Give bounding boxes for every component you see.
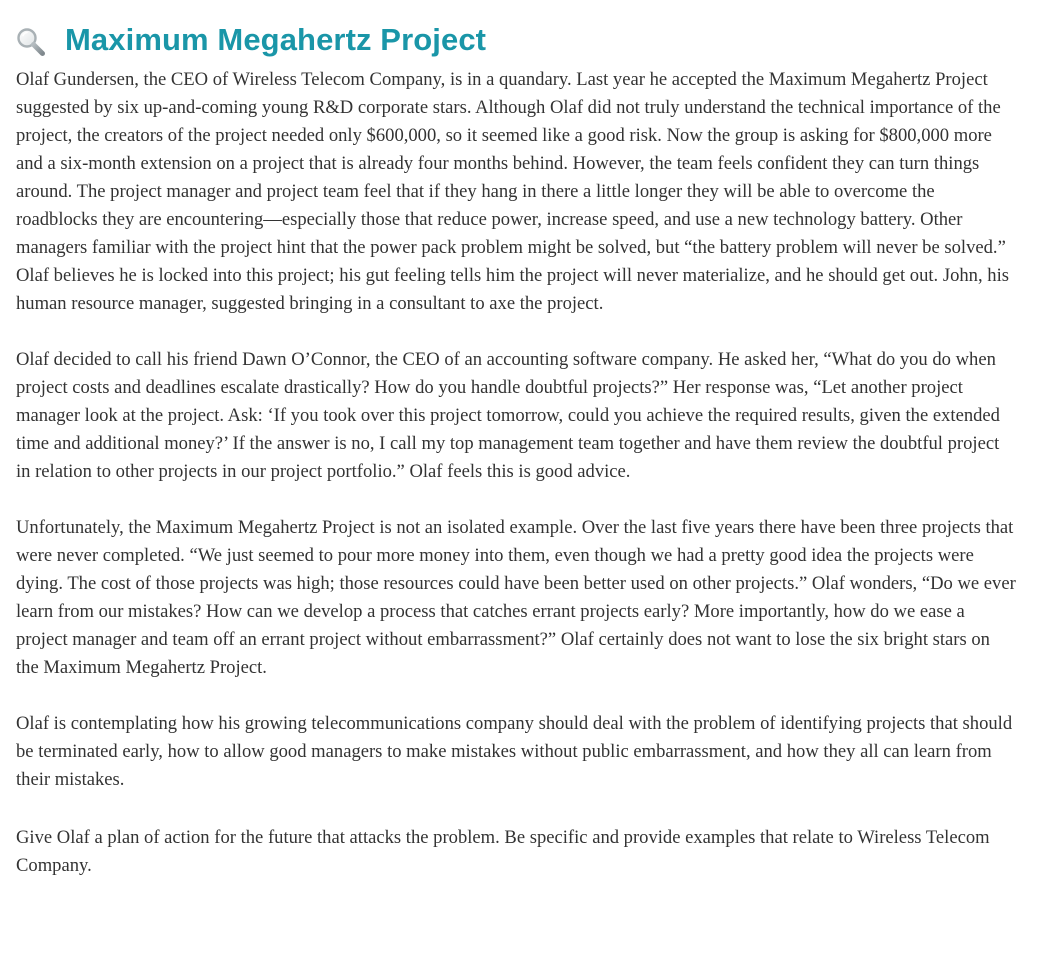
paragraph: Olaf Gundersen, the CEO of Wireless Telecom Company, is in a quandary. Last year he accepted the Maximum Megahertz Project suggested by six up-and-coming young R&D corporate stars. Although Olaf did not truly understand the technical importance of the project, the creators of the project needed only $600,000, so it seemed like a good risk. Now the group is asking for $800,000 more and a six-month extension on a project that is already four months behind. However, the team feels confident they can turn things around. The project manager and project team feel that if they hang in there a little longer they will be able to overcome the roadblocks they are encountering—especially those that reduce power, increase speed, and use a new technology battery. Other managers familiar with the project hint that the power pack problem might be solved, but “the battery problem will never be solved.” Olaf believes he is locked into this project; his gut feeling tells him the project will never materialize, and he should get out. John, his human resource manager, suggested bringing in a consultant to axe the project. <box>16 69 1009 314</box>
case-study-body <box>16 66 1016 880</box>
search-icon <box>16 27 46 57</box>
document-page <box>16 20 1016 908</box>
paragraph: Olaf decided to call his friend Dawn O’Connor, the CEO of an accounting software company. He asked her, “What do you do when project costs and deadlines escalate drastically? How do you handle doubtful projects?” Her response was, “Let another project manager look at the project. Ask: ‘If you took over this project tomorrow, could you achieve the required results, given the extended time and additional money?’ If the answer is no, I call my top management team together and have them review the doubtful project in relation to other projects in our project portfolio.” Olaf feels this is good advice. <box>16 349 1000 482</box>
paragraph: Unfortunately, the Maximum Megahertz Project is not an isolated example. Over the last five years there have been three projects that were never completed. “We just seemed to pour more money into them, even though we had a pretty good idea the projects were dying. The cost of those projects was high; those resources could have been better used on other projects.” Olaf wonders, “Do we ever learn from our mistakes? How can we develop a process that catches errant projects early? More importantly, how do we ease a project manager and team off an errant project without embarrassment?” Olaf certainly does not want to lose the six bright stars on the Maximum Megahertz Project. <box>16 517 1016 678</box>
section-heading <box>16 20 1016 60</box>
page-title: Maximum Megahertz Project <box>65 22 487 57</box>
paragraph-question: Give Olaf a plan of action for the future that attacks the problem. Be specific and provide examples that relate to Wireless Telecom Company. <box>16 827 990 876</box>
paragraph: Olaf is contemplating how his growing telecommunications company should deal with the problem of identifying projects that should be terminated early, how to allow good managers to make mistakes without public embarrassment, and how they all can learn from their mistakes. <box>16 713 1013 790</box>
